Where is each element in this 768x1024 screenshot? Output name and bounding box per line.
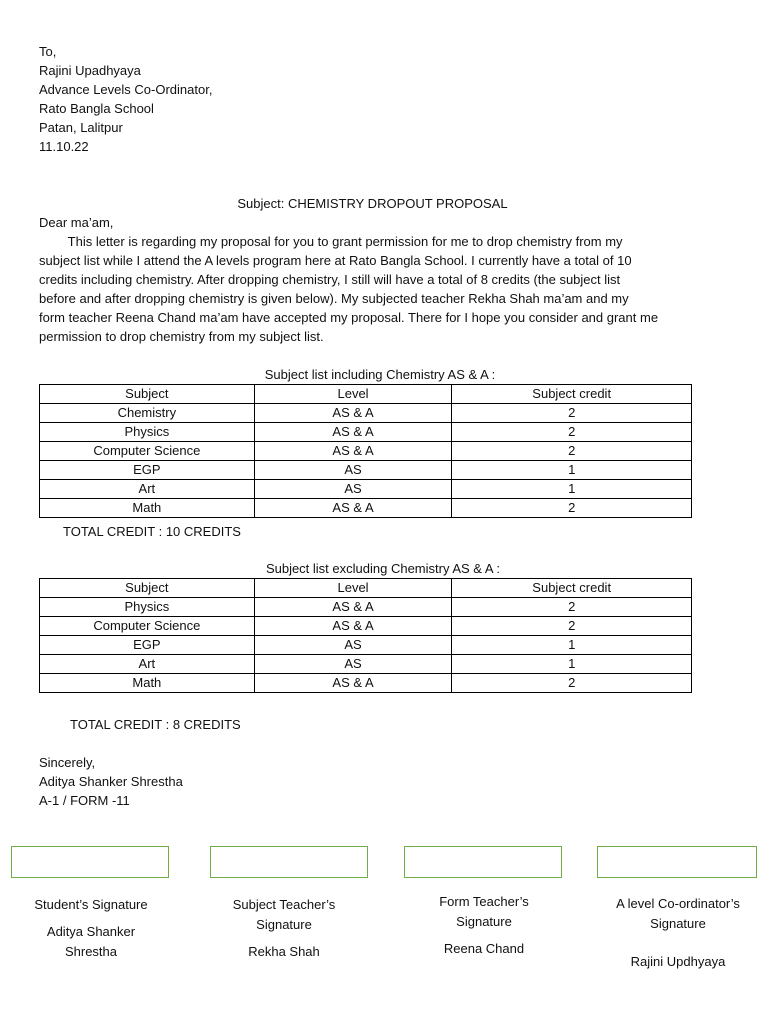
signature-name: Aditya Shanker Shrestha bbox=[46, 924, 136, 959]
cell-level: AS & A bbox=[254, 674, 452, 693]
table-row bbox=[40, 674, 692, 693]
cell-level: AS bbox=[254, 480, 452, 499]
table-row bbox=[40, 598, 692, 617]
cell-level: AS & A bbox=[254, 442, 452, 461]
sign-off: Sincerely, bbox=[39, 755, 96, 770]
subjects-table-excluding-chemistry bbox=[39, 578, 692, 693]
table-row bbox=[40, 461, 692, 480]
body-line: This letter is regarding my proposal for you to grant permission for me to drop chemistry from my bbox=[39, 234, 623, 249]
signature-name: Reena Chand bbox=[443, 941, 525, 956]
signature-role: Form Teacher’s Signature bbox=[439, 894, 529, 929]
header-level: Level bbox=[254, 385, 452, 404]
header-credit: Subject credit bbox=[452, 385, 692, 404]
recipient-address bbox=[39, 42, 212, 156]
address-school: Rato Bangla School bbox=[39, 101, 154, 116]
body-line: before and after dropping chemistry is given below). My subjected teacher Rekha Shah ma’am and my bbox=[39, 291, 629, 306]
cell-credit: 1 bbox=[452, 461, 692, 480]
table-row bbox=[40, 655, 692, 674]
cell-subject: EGP bbox=[40, 636, 255, 655]
cell-credit: 2 bbox=[452, 442, 692, 461]
address-location: Patan, Lalitpur bbox=[39, 120, 123, 135]
letter-body bbox=[39, 232, 704, 346]
signature-name: Rekha Shah bbox=[248, 944, 320, 959]
header-subject: Subject bbox=[40, 579, 255, 598]
table-header-row bbox=[40, 385, 692, 404]
subject-teacher-signature-box[interactable] bbox=[210, 846, 368, 878]
signature-role: A level Co-ordinator’s Signature bbox=[616, 896, 740, 931]
cell-credit: 2 bbox=[452, 598, 692, 617]
cell-level: AS & A bbox=[254, 499, 452, 518]
cell-subject: Physics bbox=[40, 598, 255, 617]
cell-subject: Art bbox=[40, 655, 255, 674]
subjects-table-including-chemistry bbox=[39, 384, 692, 518]
body-line: permission to drop chemistry from my subject list. bbox=[39, 329, 324, 344]
cell-level: AS bbox=[254, 655, 452, 674]
address-name: Rajini Upadhyaya bbox=[39, 63, 141, 78]
coordinator-signature-box[interactable] bbox=[597, 846, 757, 878]
closing bbox=[39, 753, 183, 810]
body-line: credits including chemistry. After dropping chemistry, I still will have a total of 8 credits (the subject list bbox=[39, 272, 621, 287]
form-teacher-signature-box[interactable] bbox=[404, 846, 562, 878]
cell-level: AS & A bbox=[254, 617, 452, 636]
cell-credit: 1 bbox=[452, 636, 692, 655]
header-credit: Subject credit bbox=[452, 579, 692, 598]
cell-subject: EGP bbox=[40, 461, 255, 480]
cell-credit: 1 bbox=[452, 655, 692, 674]
header-level: Level bbox=[254, 579, 452, 598]
cell-subject: Computer Science bbox=[40, 617, 255, 636]
table2-total: TOTAL CREDIT : 8 CREDITS bbox=[70, 717, 241, 732]
table-row bbox=[40, 499, 692, 518]
cell-credit: 2 bbox=[452, 499, 692, 518]
table-header-row bbox=[40, 579, 692, 598]
cell-subject: Physics bbox=[40, 423, 255, 442]
cell-level: AS bbox=[254, 461, 452, 480]
table-row bbox=[40, 636, 692, 655]
sender-name: Aditya Shanker Shrestha bbox=[39, 774, 183, 789]
signature-role: Subject Teacher’s Signature bbox=[232, 897, 336, 932]
cell-level: AS & A bbox=[254, 404, 452, 423]
subject-teacher-signature-block bbox=[218, 895, 350, 962]
body-line: form teacher Reena Chand ma’am have accepted my proposal. There for I hope you consider and grant me bbox=[39, 310, 659, 325]
sender-class: A-1 / FORM -11 bbox=[39, 793, 130, 808]
cell-level: AS & A bbox=[254, 598, 452, 617]
signature-name: Rajini Updhyaya bbox=[630, 954, 726, 969]
table1-caption: Subject list including Chemistry AS & A : bbox=[264, 367, 496, 382]
table1-total: TOTAL CREDIT : 10 CREDITS bbox=[63, 524, 241, 539]
cell-credit: 2 bbox=[452, 404, 692, 423]
salutation: Dear ma’am, bbox=[39, 215, 114, 230]
cell-level: AS bbox=[254, 636, 452, 655]
form-teacher-signature-block bbox=[424, 892, 544, 959]
body-line: subject list while I attend the A levels program here at Rato Bangla School. I currently have a total of 10 bbox=[39, 253, 632, 268]
table-row bbox=[40, 617, 692, 636]
table-row bbox=[40, 442, 692, 461]
cell-subject: Computer Science bbox=[40, 442, 255, 461]
table2-caption: Subject list excluding Chemistry AS & A : bbox=[265, 561, 501, 576]
signature-role: Student’s Signature bbox=[34, 897, 148, 912]
subject-line: Subject: CHEMISTRY DROPOUT PROPOSAL bbox=[237, 196, 508, 211]
cell-credit: 2 bbox=[452, 617, 692, 636]
cell-credit: 2 bbox=[452, 674, 692, 693]
cell-subject: Chemistry bbox=[40, 404, 255, 423]
address-title: Advance Levels Co-Ordinator, bbox=[39, 82, 213, 97]
letter-date: 11.10.22 bbox=[39, 139, 89, 154]
header-subject: Subject bbox=[40, 385, 255, 404]
student-signature-block bbox=[16, 895, 166, 962]
cell-subject: Math bbox=[40, 674, 255, 693]
cell-level: AS & A bbox=[254, 423, 452, 442]
table-row bbox=[40, 480, 692, 499]
student-signature-box[interactable] bbox=[11, 846, 169, 878]
table-row bbox=[40, 404, 692, 423]
cell-subject: Math bbox=[40, 499, 255, 518]
coordinator-signature-block bbox=[606, 894, 750, 972]
table-row bbox=[40, 423, 692, 442]
address-to: To, bbox=[39, 44, 57, 59]
cell-subject: Art bbox=[40, 480, 255, 499]
cell-credit: 1 bbox=[452, 480, 692, 499]
cell-credit: 2 bbox=[452, 423, 692, 442]
